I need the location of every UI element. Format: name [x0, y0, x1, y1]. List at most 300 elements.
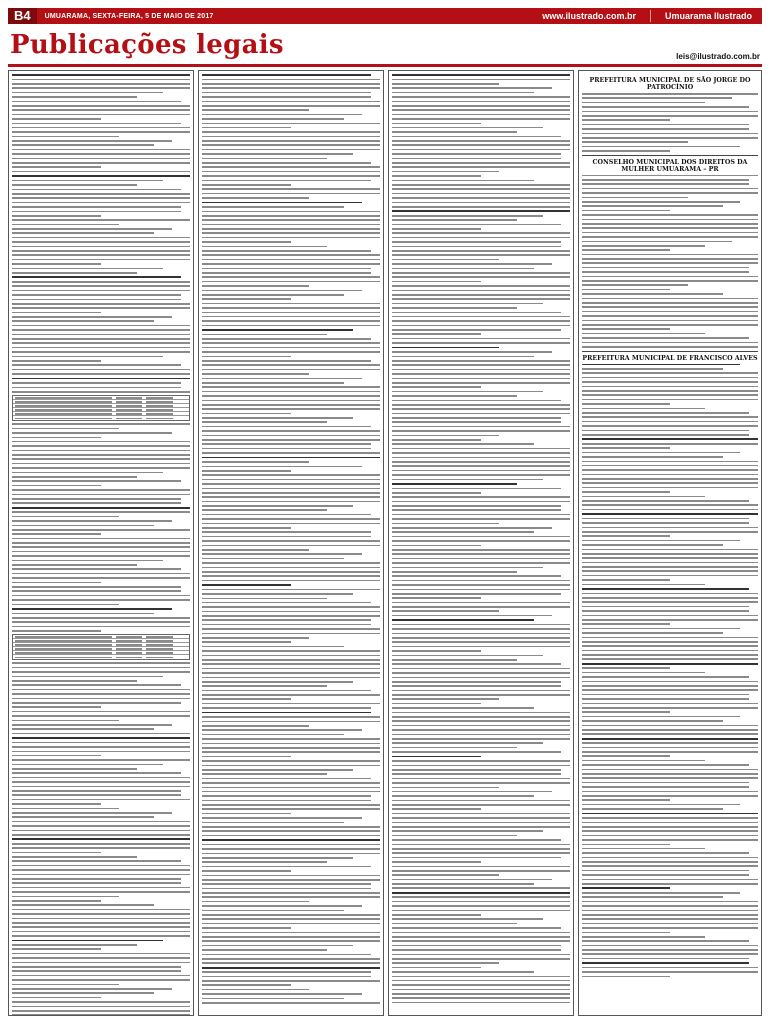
text-line — [202, 246, 327, 248]
text-line — [12, 742, 190, 744]
text-line — [392, 307, 517, 309]
notice-title-sao-jorge: PREFEITURA MUNICIPAL DE SÃO JORGE DO PATROCÍNIO — [589, 77, 751, 91]
text-line — [12, 485, 101, 487]
text-line — [12, 329, 190, 331]
text-line — [202, 452, 380, 454]
text-line — [582, 672, 705, 674]
text-line — [202, 633, 380, 635]
text-line — [582, 769, 758, 771]
text-line — [12, 445, 190, 447]
text-line — [12, 378, 190, 380]
text-line — [202, 650, 380, 652]
text-line — [202, 474, 380, 476]
text-line — [12, 423, 190, 425]
text-line — [12, 926, 190, 928]
text-line — [392, 870, 570, 872]
notice-municipal-frame — [578, 70, 762, 1016]
text-line — [12, 202, 190, 204]
text-line — [12, 821, 190, 823]
text-line — [392, 184, 570, 186]
text-line — [582, 623, 670, 625]
text-line — [582, 716, 740, 718]
text-line — [392, 228, 481, 230]
text-line — [582, 276, 758, 278]
text-line — [392, 791, 552, 793]
text-line — [392, 562, 570, 564]
text-line — [12, 790, 181, 792]
text-line — [12, 263, 101, 265]
text-line — [12, 676, 163, 678]
text-line — [582, 434, 749, 436]
text-line — [202, 338, 371, 340]
text-line — [392, 575, 561, 577]
text-line — [202, 400, 380, 402]
text-line — [202, 351, 380, 353]
text-line — [582, 106, 749, 108]
text-line — [202, 386, 380, 388]
text-line — [12, 997, 101, 999]
text-line — [202, 426, 371, 428]
text-line — [582, 342, 758, 344]
text-line — [202, 659, 380, 661]
text-line — [582, 698, 749, 700]
text-line — [202, 466, 362, 468]
text-line — [12, 904, 154, 906]
text-line — [392, 391, 543, 393]
text-line — [202, 962, 380, 964]
text-line — [582, 210, 670, 212]
text-line — [582, 201, 740, 203]
text-line — [12, 970, 181, 972]
text-line — [392, 351, 552, 353]
text-line — [12, 1006, 190, 1008]
text-line — [582, 663, 758, 665]
text-line — [392, 597, 481, 599]
text-line — [392, 896, 570, 898]
text-line — [582, 443, 758, 445]
text-line — [12, 728, 154, 730]
text-line — [582, 254, 758, 256]
text-line — [12, 480, 181, 482]
text-line — [202, 945, 353, 947]
text-line — [202, 294, 344, 296]
text-line — [582, 958, 749, 960]
text-line — [12, 662, 190, 664]
text-line — [202, 896, 380, 898]
text-line — [12, 900, 101, 902]
text-line — [392, 874, 499, 876]
text-line — [582, 822, 758, 824]
text-line — [392, 175, 481, 177]
text-line — [392, 536, 570, 538]
text-line — [392, 272, 570, 274]
text-line — [202, 677, 380, 679]
text-line — [202, 619, 371, 621]
text-line — [392, 263, 552, 265]
text-line — [12, 437, 101, 439]
text-line — [392, 356, 534, 358]
text-line — [392, 940, 570, 942]
text-line — [202, 171, 380, 173]
text-line — [202, 980, 380, 982]
text-line — [202, 197, 309, 199]
text-line — [12, 847, 190, 849]
text-line — [202, 285, 309, 287]
text-line — [582, 137, 758, 139]
text-line — [202, 281, 380, 283]
text-line — [12, 219, 190, 221]
text-line — [582, 826, 758, 828]
text-line — [202, 901, 309, 903]
text-line — [202, 584, 291, 586]
column-3 — [388, 70, 574, 1016]
text-line — [202, 457, 380, 459]
text-line — [582, 531, 758, 533]
text-line — [12, 555, 190, 557]
text-line — [202, 211, 380, 213]
text-line — [392, 817, 570, 819]
text-line — [582, 760, 705, 762]
text-line — [202, 356, 291, 358]
text-line — [582, 535, 670, 537]
text-line — [12, 450, 190, 452]
text-line — [202, 509, 327, 511]
site-url-link[interactable]: www.ilustrado.com.br — [542, 11, 636, 21]
text-line — [392, 606, 570, 608]
text-line — [12, 608, 172, 610]
text-line — [582, 399, 758, 401]
text-line — [582, 262, 758, 264]
text-line — [582, 936, 705, 938]
text-line — [392, 329, 561, 331]
text-line — [392, 707, 534, 709]
text-line — [12, 724, 172, 726]
text-line — [582, 456, 723, 458]
text-line — [12, 127, 190, 129]
text-line — [392, 641, 570, 643]
text-line — [582, 478, 758, 480]
text-line — [202, 140, 380, 142]
text-line — [202, 101, 380, 103]
text-line — [392, 123, 481, 125]
text-line — [12, 984, 119, 986]
text-line — [582, 588, 749, 590]
text-line — [202, 435, 380, 437]
text-line — [202, 307, 380, 309]
text-line — [392, 747, 517, 749]
text-line — [12, 711, 190, 713]
text-line — [12, 706, 101, 708]
text-line — [582, 852, 749, 854]
text-line — [12, 136, 119, 138]
text-line — [392, 488, 561, 490]
text-line — [12, 285, 190, 287]
text-line — [202, 166, 380, 168]
text-line — [12, 953, 190, 955]
text-line — [392, 479, 543, 481]
text-line — [392, 435, 499, 437]
text-line — [202, 188, 380, 190]
text-line — [202, 83, 380, 85]
text-line — [582, 932, 670, 934]
text-line — [12, 560, 163, 562]
text-line — [582, 615, 758, 617]
text-line — [12, 373, 190, 375]
text-line — [202, 729, 362, 731]
contact-email-link[interactable]: leis@ilustrado.com.br — [676, 52, 760, 61]
text-line — [582, 241, 732, 243]
text-line — [392, 461, 570, 463]
text-line — [392, 879, 552, 881]
text-line — [12, 891, 190, 893]
text-line — [12, 577, 190, 579]
text-line — [392, 927, 561, 929]
text-line — [582, 628, 740, 630]
notice-edital-frame — [8, 70, 194, 1016]
text-line — [12, 171, 190, 173]
text-line — [12, 918, 190, 920]
text-line — [202, 989, 309, 991]
text-line — [582, 192, 758, 194]
text-line — [392, 584, 570, 586]
text-line — [12, 803, 101, 805]
text-line — [582, 610, 749, 612]
text-line — [12, 232, 154, 234]
text-line — [202, 540, 380, 542]
text-line — [202, 153, 353, 155]
text-line — [202, 624, 371, 626]
text-line — [202, 892, 380, 894]
text-line — [202, 136, 380, 138]
text-line — [582, 205, 723, 207]
text-line — [202, 883, 371, 885]
text-line — [202, 272, 371, 274]
text-line — [392, 835, 517, 837]
text-line — [392, 523, 499, 525]
text-line — [392, 74, 570, 76]
text-line — [202, 149, 380, 151]
text-line — [202, 791, 380, 793]
text-line — [12, 153, 190, 155]
text-line — [582, 764, 749, 766]
text-line — [12, 520, 172, 522]
text-line — [202, 118, 344, 120]
text-line — [202, 373, 309, 375]
text-line — [392, 140, 570, 142]
text-line — [12, 529, 190, 531]
text-line — [582, 901, 758, 903]
text-line — [12, 281, 190, 283]
text-line — [392, 276, 570, 278]
text-line — [12, 812, 172, 814]
table-row — [13, 416, 189, 420]
text-line — [12, 428, 119, 430]
text-line — [202, 360, 371, 362]
text-line — [582, 214, 758, 216]
text-line — [202, 998, 344, 1000]
text-line — [202, 329, 353, 331]
text-line — [582, 102, 705, 104]
text-line — [392, 290, 570, 292]
text-line — [392, 936, 570, 938]
text-line — [12, 441, 190, 443]
text-line — [392, 105, 570, 107]
text-line — [582, 452, 740, 454]
text-line — [392, 628, 570, 630]
text-line — [392, 765, 570, 767]
text-line — [392, 439, 481, 441]
text-line — [392, 602, 570, 604]
text-line — [12, 693, 190, 695]
text-line — [392, 690, 570, 692]
text-line — [12, 746, 190, 748]
section-title: Publicações legais — [10, 30, 284, 60]
text-line — [392, 545, 481, 547]
text-line — [12, 992, 154, 994]
text-line — [582, 412, 749, 414]
text-line — [392, 567, 543, 569]
text-line — [12, 630, 101, 632]
text-line — [392, 131, 517, 133]
text-line — [582, 306, 758, 308]
text-line — [12, 246, 190, 248]
text-line — [392, 246, 561, 248]
text-line — [392, 378, 570, 380]
text-line — [12, 720, 119, 722]
text-line — [582, 725, 758, 727]
text-line — [12, 533, 101, 535]
text-line — [202, 936, 380, 938]
text-line — [202, 888, 371, 890]
text-line — [392, 79, 570, 81]
text-line — [12, 689, 190, 691]
text-line — [202, 800, 371, 802]
text-line — [392, 127, 543, 129]
text-line — [582, 311, 758, 313]
text-line — [202, 698, 291, 700]
text-line — [392, 509, 561, 511]
text-line — [12, 733, 190, 735]
text-line — [392, 457, 570, 459]
text-line — [392, 144, 570, 146]
text-line — [392, 492, 481, 494]
text-line — [202, 531, 371, 533]
text-line — [582, 971, 758, 973]
text-line — [392, 901, 570, 903]
text-line — [12, 715, 190, 717]
text-line — [392, 984, 570, 986]
text-line — [392, 962, 499, 964]
text-line — [202, 725, 309, 727]
text-line — [12, 786, 190, 788]
text-line — [392, 268, 534, 270]
text-line — [12, 79, 190, 81]
text-line — [392, 659, 517, 661]
text-line — [202, 646, 344, 648]
text-line — [392, 369, 570, 371]
text-line — [582, 579, 670, 581]
text-line — [12, 887, 190, 889]
text-line — [202, 536, 371, 538]
text-line — [202, 553, 362, 555]
text-line — [12, 342, 190, 344]
text-line — [582, 857, 758, 859]
text-line — [12, 988, 172, 990]
text-line — [202, 290, 362, 292]
text-line — [392, 118, 570, 120]
text-line — [582, 892, 740, 894]
text-line — [202, 144, 380, 146]
text-line — [12, 237, 190, 239]
text-line — [12, 356, 163, 358]
text-line — [582, 874, 749, 876]
text-line — [202, 408, 380, 410]
text-line — [392, 738, 570, 740]
text-line — [582, 773, 758, 775]
text-line — [582, 914, 758, 916]
text-line — [392, 852, 570, 854]
text-line — [12, 467, 190, 469]
text-line — [392, 514, 570, 516]
text-line — [12, 74, 190, 76]
text-line — [202, 690, 371, 692]
text-line — [582, 570, 758, 572]
text-line — [202, 518, 380, 520]
text-line — [202, 672, 380, 674]
text-line — [392, 633, 570, 635]
text-line — [202, 395, 380, 397]
text-line — [12, 542, 190, 544]
text-line — [12, 189, 181, 191]
text-line — [12, 573, 190, 575]
text-line — [392, 949, 561, 951]
text-line — [202, 96, 371, 98]
text-line — [202, 628, 380, 630]
text-line — [582, 606, 749, 608]
text-line — [582, 219, 758, 221]
text-line — [392, 624, 570, 626]
text-line — [392, 725, 570, 727]
text-line — [202, 703, 380, 705]
text-line — [12, 166, 101, 168]
text-line — [202, 316, 380, 318]
text-line — [582, 945, 758, 947]
text-line — [392, 501, 570, 503]
text-line — [582, 782, 749, 784]
text-line — [582, 650, 758, 652]
notice-contrato-frame — [198, 70, 384, 1016]
text-line — [202, 918, 380, 920]
text-line — [582, 430, 749, 432]
text-line — [582, 755, 670, 757]
text-line — [392, 800, 570, 802]
text-line — [12, 825, 190, 827]
text-line — [12, 816, 154, 818]
notice-body-francisco-alves — [582, 364, 758, 978]
text-line — [392, 844, 570, 846]
text-line — [582, 751, 758, 753]
text-line — [12, 193, 190, 195]
text-line — [202, 259, 380, 261]
text-line — [202, 79, 380, 81]
text-line — [392, 808, 481, 810]
text-line — [582, 830, 758, 832]
text-line — [582, 703, 758, 705]
text-line — [582, 346, 758, 348]
text-line — [392, 729, 570, 731]
text-line — [12, 224, 119, 226]
text-line — [202, 545, 380, 547]
